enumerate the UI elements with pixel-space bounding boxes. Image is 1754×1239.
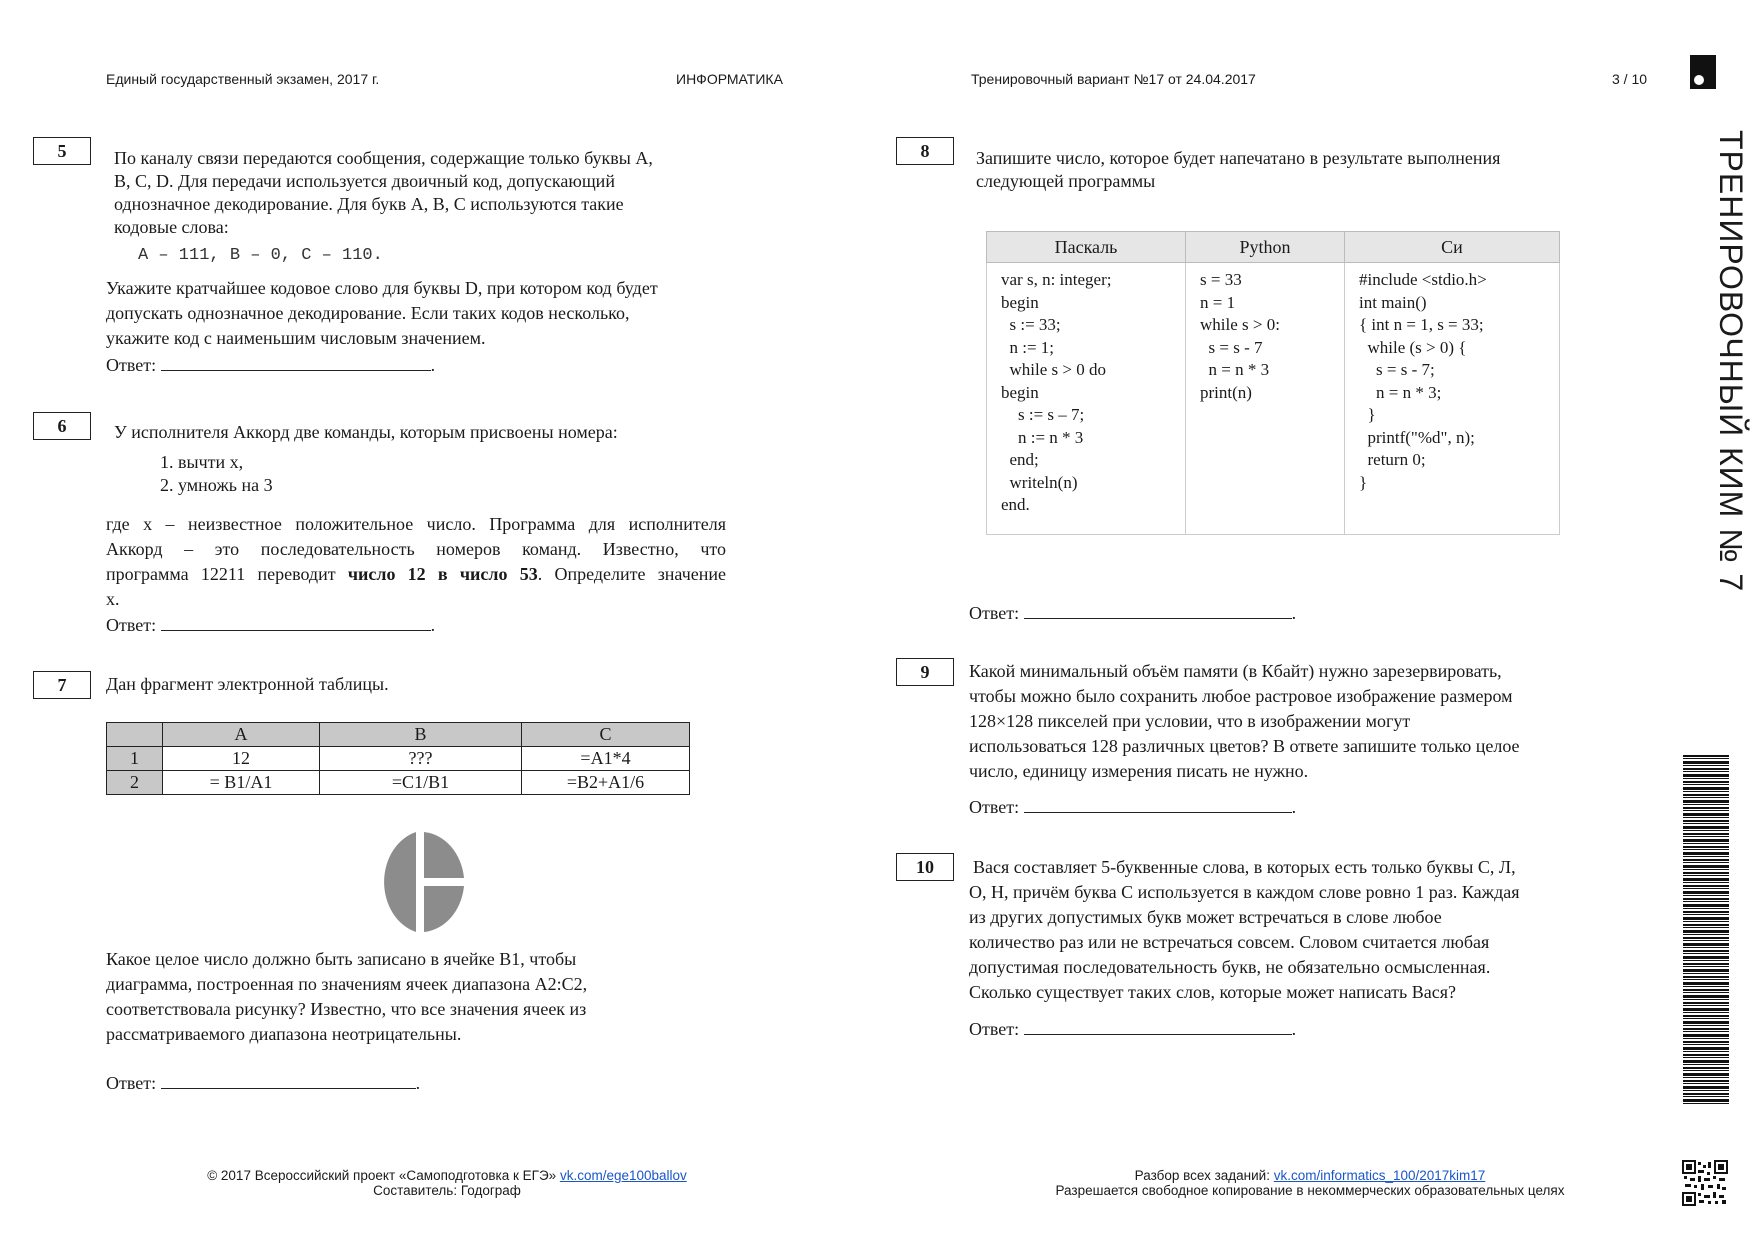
task10-condition: Вася составляет 5-буквенные слова, в которых есть только буквы С, Л, О, Н, причём буква С используется в каждом слове ровно 1 раз. Каждая из других допустимых букв может встречаться в слове любое количество раз или не встречаться совсем. Словом считается любая допустимая последовательность букв, не обязательно осмысленная. Сколько существует таких слов, которые может написать Вася? [969, 857, 1520, 1002]
column-python: Python [1186, 232, 1345, 263]
column-pascal: Паскаль [987, 232, 1186, 263]
header-variant: Тренировочный вариант №17 от 24.04.2017 [971, 71, 1256, 87]
barcode-icon [1683, 755, 1729, 1105]
column-header-c: C [522, 723, 690, 747]
task6-intro: У исполнителя Аккорд две команды, которым присвоены номера: [114, 422, 618, 442]
task6-answer: Ответ: . [106, 612, 435, 636]
task7-intro: Дан фрагмент электронной таблицы. [106, 674, 389, 694]
task5-answer-field[interactable] [161, 352, 431, 371]
header-exam: Единый государственный экзамен, 2017 г. [106, 71, 380, 87]
task6-answer-field[interactable] [161, 612, 431, 631]
cell-a2: = B1/A1 [163, 771, 320, 795]
task-number-8: 8 [896, 137, 954, 165]
task-number-5: 5 [33, 137, 91, 165]
task5-question: Укажите кратчайшее кодовое слово для буквы D, при котором код будет допускать однозначное декодирование. Если таких кодов несколько, укажите код с наименьшим числовым значением. [106, 278, 658, 348]
task9-condition: Какой минимальный объём памяти (в Кбайт) нужно зарезервировать, чтобы можно было сохранить любое растровое изображение размером 128×128 пикселей при условии, что в изображении могут использоваться 128 различных цветов? В ответе запишите только целое число, единицу измерения писать не нужно. [969, 661, 1520, 781]
program-table [986, 231, 1560, 535]
task7-question: Какое целое число должно быть записано в ячейке B1, чтобы диаграмма, построенная по значениям ячеек диапазона A2:C2, соответствовала рисунку? Известно, что все значения ячеек из рассматриваемого диапазона неотрицательны. [106, 949, 588, 1044]
table-row: 2 = B1/A1 =C1/B1 =B2+A1/6 [107, 771, 690, 795]
side-title: ТРЕНИРОВОЧНЫЙ КИМ № 7 [1713, 130, 1749, 593]
task7-answer: Ответ: . [106, 1070, 420, 1094]
task-number-6: 6 [33, 412, 91, 440]
header-page-number: 3 / 10 [1612, 71, 1648, 87]
cell-b1: ??? [320, 747, 522, 771]
task8-answer-field[interactable] [1024, 600, 1292, 619]
spreadsheet-fragment [106, 722, 690, 795]
task5-condition: По каналу связи передаются сообщения, содержащие только буквы A, B, C, D. Для передачи используется двоичный код, допускающий однозначное декодирование. Для букв A, B, C используются такие кодовые слова: [114, 148, 653, 237]
table-row: 1 12 ??? =A1*4 [107, 747, 690, 771]
task6-condition: где x – неизвестное положительное число. Программа для исполнителя Аккорд – это последовательность номеров команд. Известно, что программа 12211 переводит число 12 в число 53. Определите значение x. [106, 514, 726, 609]
pie-slice-left [384, 832, 416, 932]
code-python: s = 33 n = 1 while s > 0: s = s - 7 n = n * 3 print(n) [1186, 263, 1345, 535]
task9-answer: Ответ: . [969, 794, 1296, 818]
header-subject: ИНФОРМАТИКА [676, 71, 783, 87]
pie-chart [374, 828, 466, 936]
cell-b2: =C1/B1 [320, 771, 522, 795]
task-number-7: 7 [33, 671, 91, 699]
task8-answer: Ответ: . [969, 600, 1296, 624]
cell-c1: =A1*4 [522, 747, 690, 771]
code-pascal: var s, n: integer; begin s := 33; n := 1; while s > 0 do begin s := s – 7; n := n * 3 end; writeln(n) end. [987, 263, 1186, 535]
code-c: #include <stdio.h> int main() { int n = 1, s = 33; while (s > 0) { s = s - 7; n = n * 3; } printf("%d", n); return 0; } [1345, 263, 1560, 535]
task8-intro: Запишите число, которое будет напечатано в результате выполнения следующей программы [976, 148, 1501, 191]
column-header-b: B [320, 723, 522, 747]
task10-answer-field[interactable] [1024, 1016, 1292, 1035]
task9-answer-field[interactable] [1024, 794, 1292, 813]
corner-marker-icon [1690, 55, 1716, 89]
footer-left: © 2017 Всероссийский проект «Самоподготовка к ЕГЭ» vk.com/ege100ballov Составитель: Годограф [207, 1168, 687, 1198]
qr-code-icon [1682, 1160, 1728, 1206]
footer-right-link[interactable]: vk.com/informatics_100/2017kim17 [1273, 1168, 1486, 1183]
task6-command-2: 2. умножь на 3 [160, 475, 273, 495]
pie-slice-top-right [424, 832, 464, 878]
column-header-a: A [163, 723, 320, 747]
cell-c2: =B2+A1/6 [522, 771, 690, 795]
task10-answer: Ответ: . [969, 1016, 1296, 1040]
footer-left-link[interactable]: vk.com/ege100ballov [559, 1168, 687, 1183]
task6-command-1: 1. вычти x, [160, 452, 244, 472]
task5-answer: Ответ: . [106, 352, 435, 376]
cell-a1: 12 [163, 747, 320, 771]
column-c: Си [1345, 232, 1560, 263]
task-number-9: 9 [896, 658, 954, 686]
footer-right: Разбор всех заданий: vk.com/informatics_100/2017kim17 Разрешается свободное копирование в некоммерческих образовательных целях [1055, 1168, 1565, 1198]
task7-answer-field[interactable] [161, 1070, 416, 1089]
task5-codewords: A – 111, B – 0, C – 110. [138, 246, 383, 265]
task-number-10: 10 [896, 853, 954, 881]
pie-slice-bottom-right [424, 886, 464, 932]
